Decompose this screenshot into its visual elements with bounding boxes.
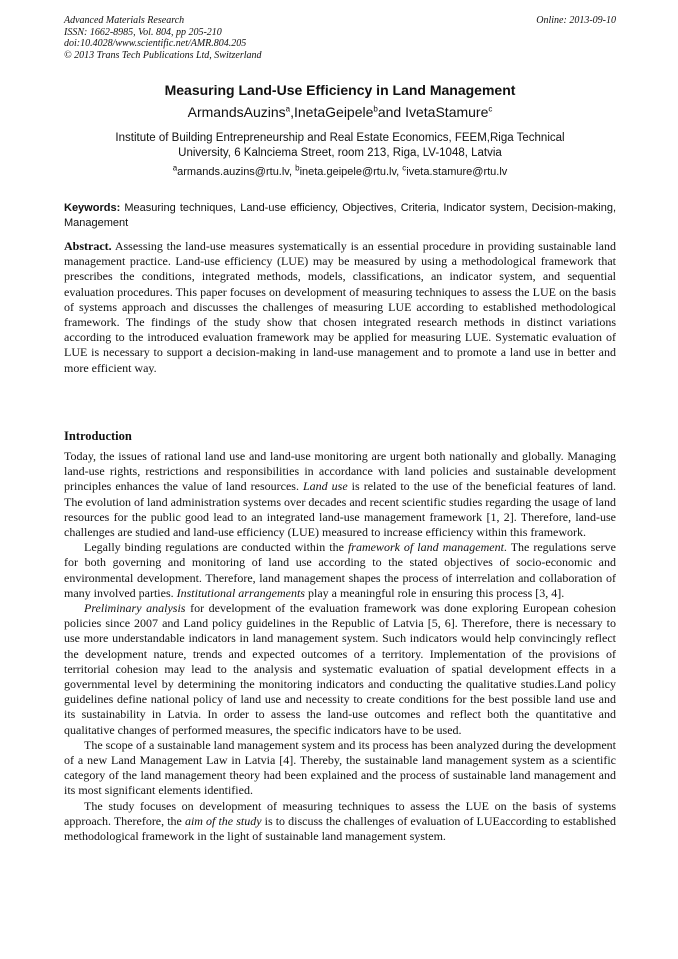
paper-title: Measuring Land-Use Efficiency in Land Management [164, 82, 516, 98]
author-affil-mark: c [488, 104, 493, 114]
author-list [64, 104, 616, 120]
section-heading-introduction: Introduction [64, 429, 132, 443]
keywords-text: Measuring techniques, Land-use efficiency, Objectives, Criteria, Indicator system, Decision-making, Management [64, 202, 616, 229]
journal-name: Advanced Materials Research [64, 15, 185, 26]
emphasis-text: framework of land management [347, 540, 504, 555]
journal-copyright: © 2013 Trans Tech Publications Ltd, Switzerland [64, 49, 262, 61]
paragraph-text: for development of the evaluation framework was done exploring European cohesion policies since 2007 and Land policy guidelines in the Republic of Latvia [5, 6]. Therefore, there is necessary to use more understandable indicators in land management system. Such indicators would help convincingly reflect the development nature, trends and expected outcomes of a territory. Implementation of the provisions of territorial cohesion may lead to the analysis and systematic evaluation of spatial development effects in a governmental level by determining the monitoring indicators and conducting the qualitative studies.Land policy guidelines define national policy of land use and necessity to create conditions for the best possible land use and its sustainability in Latvia. In order to assess the land-use outcomes and reflect both the quantitative and qualitative changes of performed measures, the specific indicators have to be used. [64, 601, 616, 737]
emphasis-text: Preliminary analysis [84, 601, 186, 616]
journal-header [64, 15, 616, 61]
paragraph-text: is related to the use of the beneficial features of land. The evolution of land administration systems over decades and recent scientific studies regarding the usage of land resources for the public good lead to an integrated land-use management framework [1, 2]. Therefore, land-use challenges are studied and land-use efficiency (LUE) measured to increase efficiency within this framework. [64, 479, 616, 540]
keywords [64, 201, 616, 231]
affiliation-line: Institute of Building Entrepreneurship and Real Estate Economics, FEEM,Riga Technical [115, 132, 565, 144]
author-affil-mark: a [285, 104, 291, 114]
email-mark: c [402, 163, 407, 173]
paragraph-text: Today, the issues of rational land use and land-use monitoring are urgent both nationally and globally. Managing land-use rights, restrictions and responsibilities in accordance with land policies and sustainable development principles enhances the value of land resources. [64, 449, 616, 494]
author-emails [64, 163, 616, 178]
email-mark: b [295, 163, 300, 173]
author-name: InetaGeipele [294, 104, 374, 120]
keywords-label: Keywords: [64, 202, 121, 214]
emphasis-text: Land use [302, 479, 348, 494]
email-address: iveta.stamure@rtu.lv [406, 166, 508, 178]
affiliation-line: University, 6 Kalnciema Street, room 213, Riga, LV-1048, Latvia [178, 147, 502, 159]
author-separator: and [377, 104, 406, 120]
paragraph-text: The study focuses on development of measuring techniques to assess the LUE on the basis of systems approach. Therefore, the [64, 798, 616, 828]
abstract-label: Abstract. [64, 239, 112, 253]
author-name: ArmandsAuzins [187, 104, 286, 120]
journal-doi: doi:10.4028/www.scientific.net/AMR.804.205 [64, 38, 247, 49]
affiliation [64, 131, 616, 161]
paragraph-text: is to discuss the challenges of evaluation of LUEaccording to established methodological framework in the light of sustainable land management system. [64, 813, 617, 844]
abstract-text: Assessing the land-use measures systematically is an essential procedure in providing sustainable land management practice. Land-use efficiency (LUE) may be measured by using a methodological framework that prescribes the conditions, integrated methods, models, classifications, an indicator system, and sequential evaluation procedures. This paper focuses on development of measuring techniques to assess the LUE on the basis of systems approach and discusses the challenges of measuring LUE according to established methodological framework. The findings of the study show that chosen integrated research methods in distinct variations according to the introduced evaluation framework may be applied for measuring LUE. Systematic evaluation of LUE is necessary to support a decision-making in land-use management and to promote a land use in better and more efficient way. [64, 239, 616, 375]
introduction-section [64, 449, 616, 844]
paragraph-text: play a meaningful role in ensuring this process [3, 4]. [304, 585, 565, 600]
author-separator: , [290, 104, 294, 120]
journal-issn: ISSN: 1662-8985, Vol. 804, pp 205-210 [64, 26, 222, 38]
online-date: Online: 2013-09-10 [536, 15, 616, 26]
paragraph-text: Legally binding regulations are conducted within the [84, 540, 348, 555]
intro-paragraph [64, 449, 616, 540]
intro-paragraph [64, 738, 616, 799]
author-name: IvetaStamure [405, 104, 489, 120]
email-address: ineta.geipele@rtu.lv, [299, 166, 403, 178]
paragraph-text: The scope of a sustainable land management system and its process has been analyzed during the development of a new Land Management Law in Latvia [4]. Thereby, the sustainable land management system as a scientific category of the land management theory had been explained and the process of sustainable land management and its most significant elements identified. [64, 737, 616, 798]
emphasis-text: Institutional arrangements [176, 585, 305, 600]
abstract [64, 239, 616, 376]
intro-paragraph [64, 601, 616, 738]
paragraph-text: . The regulations serve for both governing and monitoring of land use according to the stated objectives of socio-economic and environmental development. Therefore, land management shapes the process of interrelation and collaboration of many involved parties. [64, 540, 616, 600]
intro-paragraph [64, 540, 616, 601]
author-affil-mark: b [373, 104, 378, 114]
email-address: armands.auzins@rtu.lv, [177, 166, 296, 178]
intro-paragraph [64, 799, 616, 845]
email-mark: a [172, 163, 178, 173]
emphasis-text: aim of the study [184, 813, 262, 828]
